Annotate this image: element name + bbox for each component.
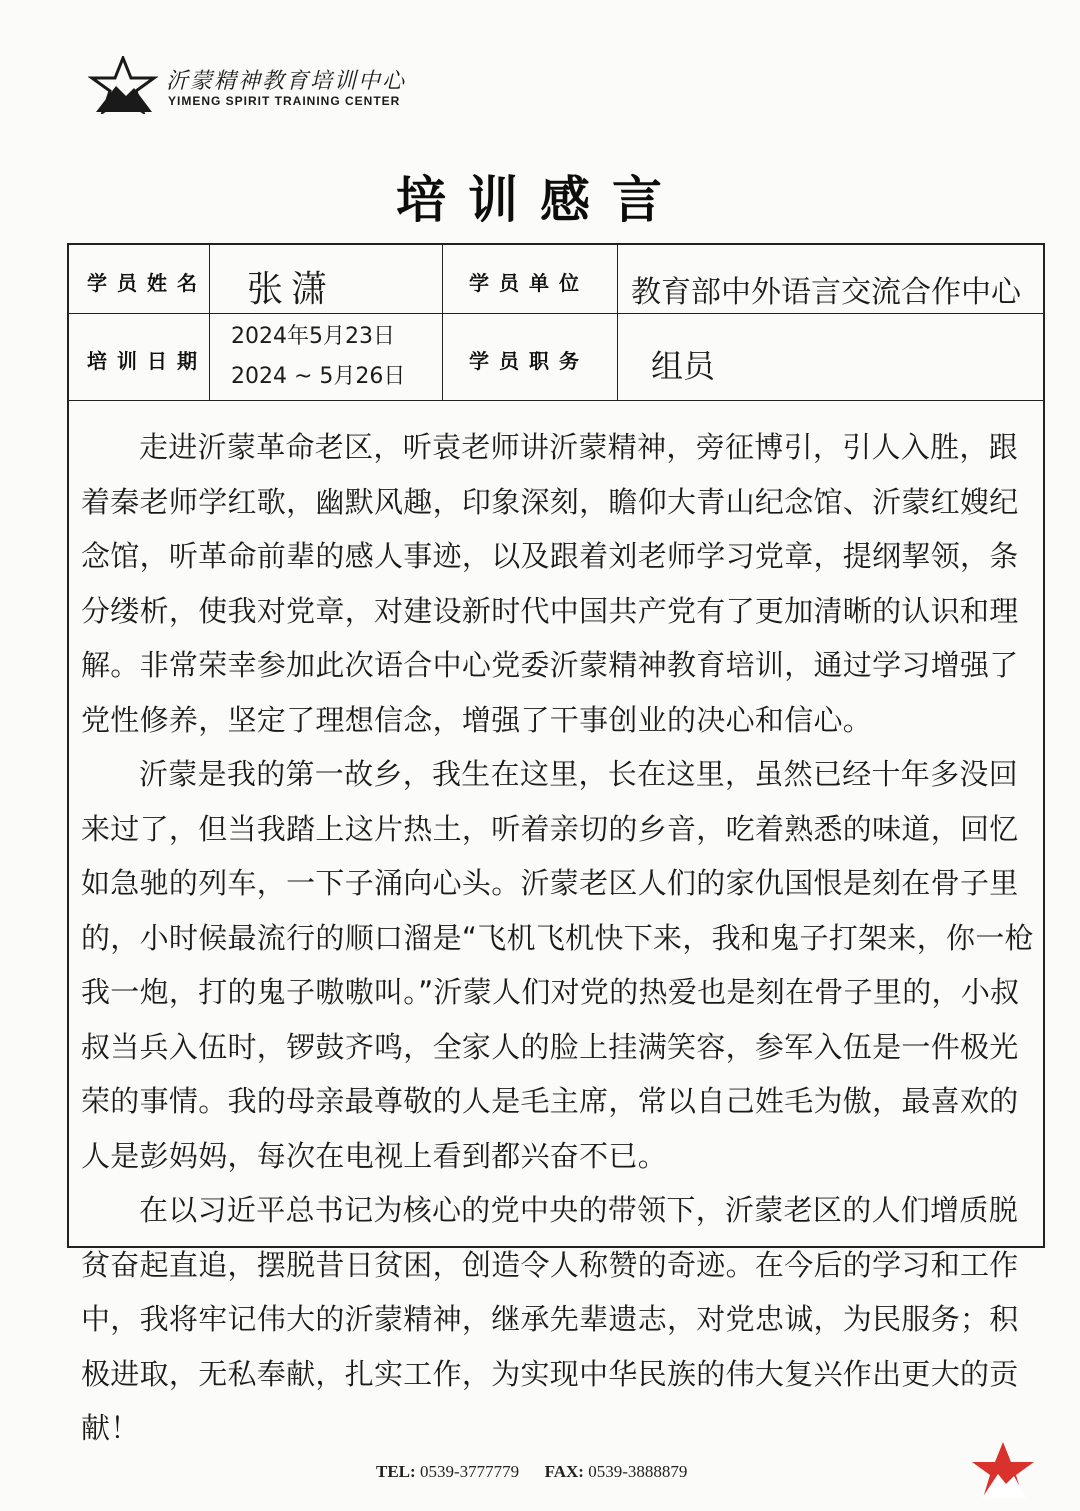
position-label: 学员职务 [469, 349, 589, 373]
essay-paragraph: 在以习近平总书记为核心的党中央的带领下，沂蒙老区的人们增质脱贫奋起直追，摆脱昔日贫困，创造令人称赞的奇迹。在今后的学习和工作中，我将牢记伟大的沂蒙精神，继承先辈遗志，对党忠诚，为民服务；积极进取，无私奉献，扎实工作，为实现中华民族的伟大复兴作出更大的贡献！ [81, 1193, 1019, 1445]
row-divider [69, 313, 1043, 314]
essay-paragraph: 走进沂蒙革命老区，听袁老师讲沂蒙精神，旁征博引，引人入胜，跟着秦老师学红歌，幽默风趣，印象深刻，瞻仰大青山纪念馆、沂蒙红嫂纪念馆，听革命前辈的感人事迹，以及跟着刘老师学习党章，提纲挈领，条分缕析，使我对党章，对建设新时代中国共产党有了更加清晰的认识和理解。非常荣幸参加此次语合中心党委沂蒙精神教育培训，通过学习增强了党性修养，坚定了理想信念，增强了干事创业的决心和信心。 [81, 430, 1019, 737]
unit-label: 学员单位 [469, 271, 589, 295]
logo-english-text: YIMENG SPIRIT TRAINING CENTER [168, 94, 401, 108]
fax-value: 0539-3888879 [588, 1462, 688, 1481]
tel-label: TEL: [376, 1462, 416, 1481]
column-divider [442, 245, 443, 400]
tel-value: 0539-3777779 [419, 1462, 520, 1481]
essay-body [81, 420, 1036, 1456]
essay-paragraph: 沂蒙是我的第一故乡，我生在这里，长在这里，虽然已经十年多没回来过了，但当我踏上这片热土，听着亲切的乡音，吃着熟悉的味道，回忆如急驰的列车，一下子涌向心头。沂蒙老区人们的家仇国恨是刻在骨子里的，小时候最流行的顺口溜是“飞机飞机快下来，我和鬼子打架来，你一枪我一炮，打的鬼子嗷嗷叫。”沂蒙人们对党的热爱也是刻在骨子里的，小叔叔当兵入伍时，锣鼓齐鸣，全家人的脸上挂满笑容，参军入伍是一件极光荣的事情。我的母亲最尊敬的人是毛主席，常以自己姓毛为傲，最喜欢的人是彭妈妈，每次在电视上看到都兴奋不已。 [81, 757, 1034, 1173]
column-divider [617, 245, 618, 400]
date-end: 2024 ~ 5月26日 [231, 364, 406, 389]
date-label: 培训日期 [87, 349, 207, 373]
fax-label: FAX: [544, 1462, 584, 1481]
date-start: 2024年5月23日 [231, 324, 395, 349]
unit-value: 教育部中外语言交流合作中心 [631, 275, 1021, 310]
contact-footer [376, 1462, 687, 1482]
column-divider [209, 245, 210, 400]
reflection-form [67, 243, 1045, 1445]
logo-chinese-text: 沂蒙精神教育培训中心 [166, 69, 407, 94]
page-title: 培训感言 [396, 170, 684, 229]
name-value: 张潇 [247, 269, 336, 310]
red-star-mountain-logo-icon [88, 56, 158, 114]
position-value: 组员 [651, 347, 716, 385]
red-star-icon [968, 1440, 1038, 1500]
training-center-logo [88, 56, 408, 116]
name-label: 学员姓名 [87, 271, 207, 295]
row-divider [69, 400, 1043, 401]
